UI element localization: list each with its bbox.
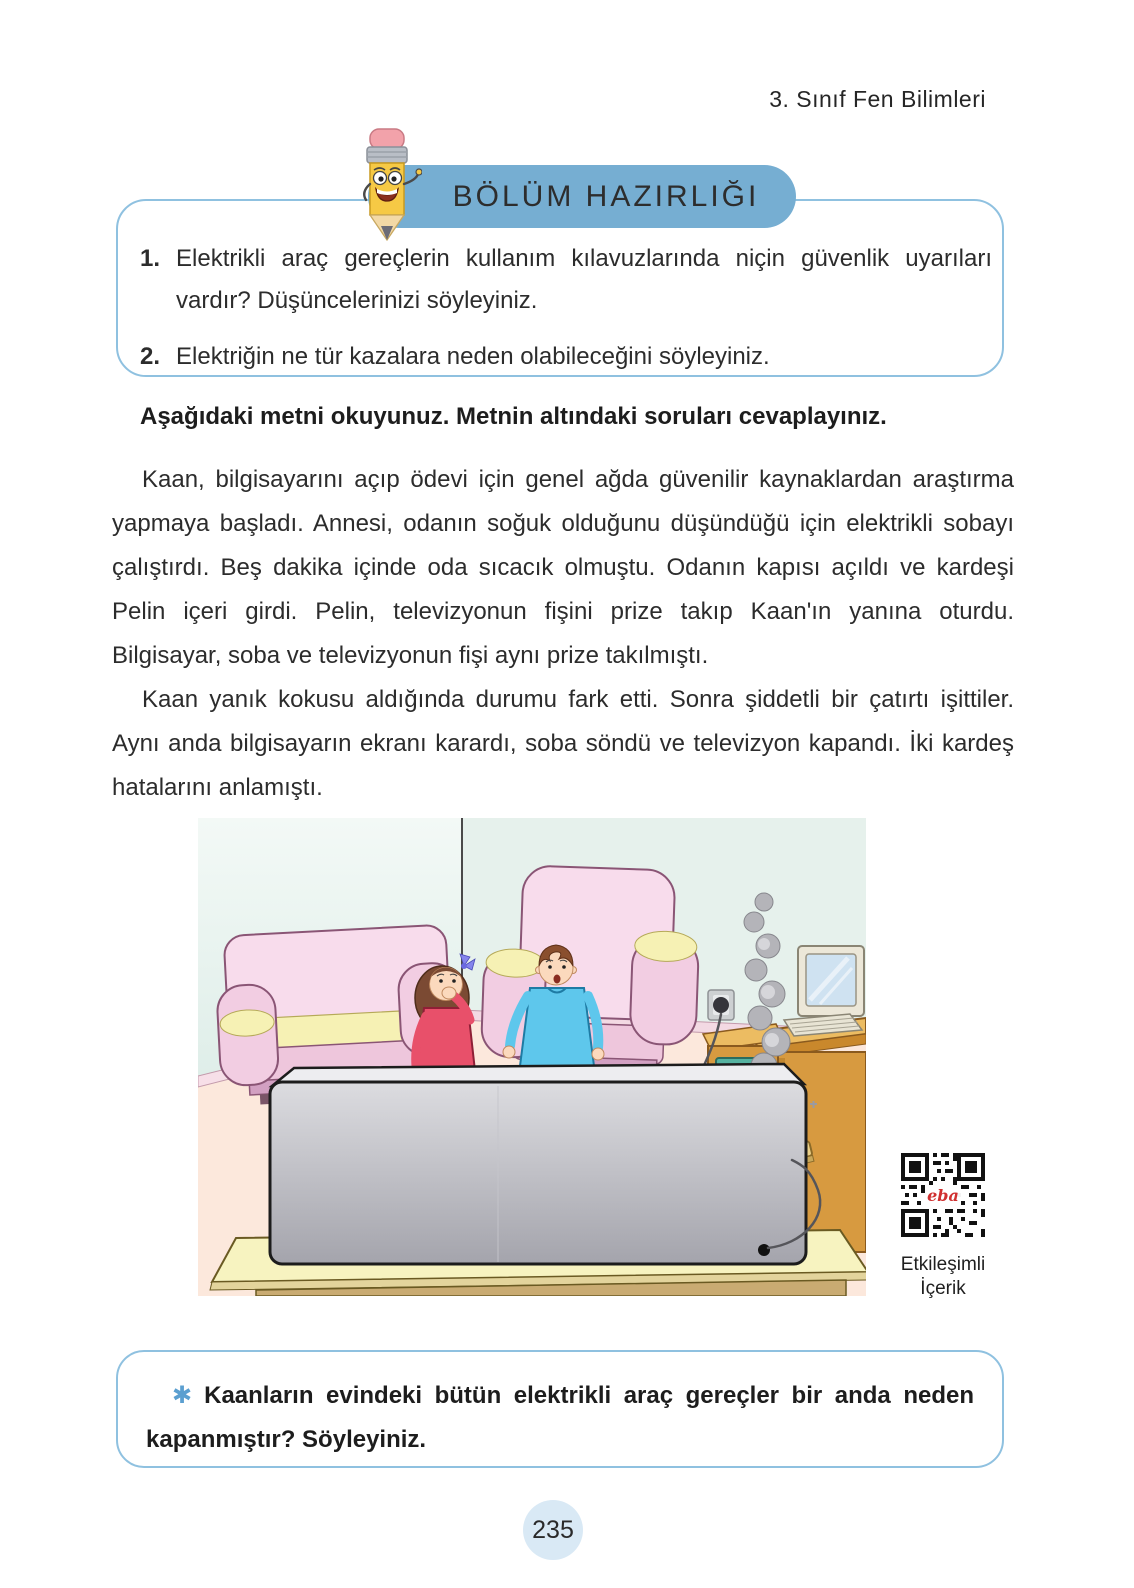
prep-question-1 [140,238,992,322]
qr-code [898,1150,988,1240]
page-number: 235 [532,1515,574,1544]
television [270,1064,806,1264]
question-text: Elektrikli araç gereçlerin kullanım kılavuzlarında niçin güvenlik uyarıları vardır? Düşüncelerinizi söyleyiniz. [176,245,992,314]
prep-question-2 [140,336,992,378]
pencil-character-icon [350,126,422,244]
question-number: 1. [140,245,161,272]
reading-instruction: Aşağıdaki metni okuyunuz. Metnin altındaki soruları cevaplayınız. [140,403,887,430]
chapter-prep-title: BÖLÜM HAZIRLIĞI [452,179,760,213]
eba-logo: eba [927,1186,959,1205]
prep-questions [140,238,992,392]
chapter-prep-title-badge [368,165,796,228]
reading-text [112,458,1014,810]
qr-caption-line2: İçerik [920,1278,966,1299]
closing-question-box [116,1350,1004,1468]
question-text: Elektriğin ne tür kazalara neden olabileceğini söyleyiniz. [176,343,770,370]
page-number-badge [523,1500,583,1560]
page-header: 3. Sınıf Fen Bilimleri [769,86,986,112]
reading-paragraph-2: Kaan yanık kokusu aldığında durumu fark etti. Sonra şiddetli bir çatırtı işittiler. Aynı anda bilgisayarın ekranı karardı, soba söndü ve televizyon kapandı. İki kardeş hatalarını anlamıştı. [112,686,1014,801]
qr-block [893,1150,993,1301]
qr-caption [893,1253,993,1301]
reading-paragraph-1: Kaan, bilgisayarını açıp ödevi için genel ağda güvenilir kaynaklardan araştırma yapmaya başladı. Annesi, odanın soğuk olduğunu düşündüğü için elektrikli sobayı çalıştırdı. Beş dakika içinde oda sıcacık olmuştu. Odanın kapısı açıldı ve kardeşi Pelin içeri girdi. Pelin, televizyonun fişini prize takıp Kaan'ın yanına oturdu. Bilgisayar, soba ve televizyonun fişi aynı prize takılmıştı. [112,466,1014,669]
qr-caption-line1: Etkileşimli [900,1254,986,1275]
living-room-illustration [198,818,866,1296]
closing-question-text: Kaanların evindeki bütün elektrikli araç gereçler bir anda neden kapanmıştır? Söyleyiniz. [146,1382,974,1453]
computer-monitor [798,946,864,1026]
question-number: 2. [140,343,161,370]
asterisk-bullet-icon: ✱ [172,1382,193,1409]
closing-question [146,1374,974,1462]
